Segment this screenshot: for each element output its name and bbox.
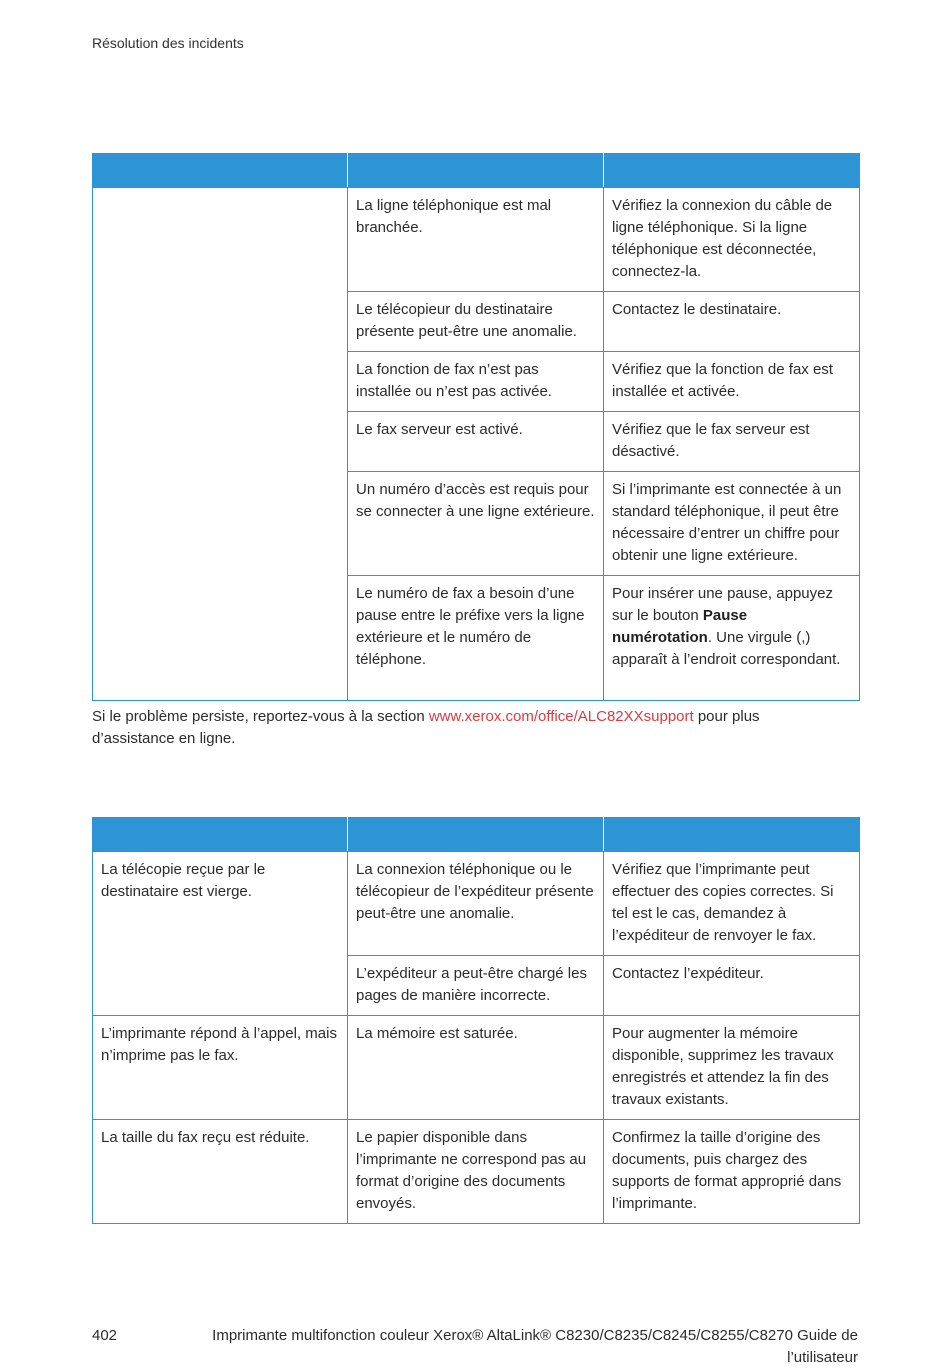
footer-title: Imprimante multifonction couleur Xerox® AltaLink® C8230/C8235/C8245/C8255/C8270 Guide de l’utilisateur (212, 1327, 858, 1366)
fax-receive-troubleshooting-table (92, 817, 860, 1224)
table-row (93, 188, 860, 292)
table-row (93, 852, 860, 956)
running-header: Résolution des incidents (92, 35, 244, 51)
cause-cell: La ligne téléphonique est mal branchée. (348, 188, 604, 292)
table-row (93, 1120, 860, 1224)
cause-cell: La mémoire est saturée. (348, 1016, 604, 1120)
solution-cell: Vérifiez que le fax serveur est désactivé. (604, 412, 860, 472)
note-text: pour plus d’assistance en ligne. (92, 708, 760, 747)
symptom-cell: La taille du fax reçu est réduite. (93, 1120, 348, 1224)
symptom-cell: La télécopie reçue par le destinataire est vierge. (93, 852, 348, 1016)
solution-cell: Contactez le destinataire. (604, 292, 860, 352)
support-note (92, 706, 812, 750)
header-cell-cause (348, 818, 604, 852)
cause-cell: La fonction de fax n’est pas installée ou n’est pas activée. (348, 352, 604, 412)
cause-cell: Le numéro de fax a besoin d’une pause entre le préfixe vers la ligne extérieure et le numéro de téléphone. (348, 576, 604, 701)
solution-cell: Vérifiez que l’imprimante peut effectuer des copies correctes. Si tel est le cas, demandez à l’expéditeur de renvoyer le fax. (604, 852, 860, 956)
header-cell-solution (604, 818, 860, 852)
solution-text: . Une virgule (,) apparaît à l’endroit correspondant. (612, 629, 841, 668)
symptom-cell (93, 188, 348, 701)
cause-cell: Un numéro d’accès est requis pour se connecter à une ligne extérieure. (348, 472, 604, 576)
pause-button-label: Pause numérotation (612, 607, 748, 646)
solution-cell: Si l’imprimante est connectée à un standard téléphonique, il peut être nécessaire d’entrer un chiffre pour obtenir une ligne extérieure. (604, 472, 860, 576)
solution-cell: Pour augmenter la mémoire disponible, supprimez les travaux enregistrés et attendez la fin des travaux existants. (604, 1016, 860, 1120)
note-text: Si le problème persiste, reportez-vous à la section (92, 708, 429, 725)
header-cell-cause (348, 154, 604, 188)
table-header-row (93, 818, 860, 852)
table-row (93, 1016, 860, 1120)
cause-cell: Le fax serveur est activé. (348, 412, 604, 472)
solution-cell: Vérifiez que la fonction de fax est installée et activée. (604, 352, 860, 412)
cause-cell: Le télécopieur du destinataire présente peut-être une anomalie. (348, 292, 604, 352)
symptom-cell: L’imprimante répond à l’appel, mais n’imprime pas le fax. (93, 1016, 348, 1120)
solution-text: Pour insérer une pause, appuyez sur le bouton (612, 585, 833, 624)
solution-cell: Confirmez la taille d’origine des documents, puis chargez des supports de format approprié dans l’imprimante. (604, 1120, 860, 1224)
cause-cell: La connexion téléphonique ou le télécopieur de l’expéditeur présente peut-être une anomalie. (348, 852, 604, 956)
support-link[interactable]: www.xerox.com/office/ALC82XXsupport (428, 708, 694, 725)
cause-cell: Le papier disponible dans l’imprimante ne correspond pas au format d’origine des documents envoyés. (348, 1120, 604, 1224)
page-number: 402 (92, 1327, 118, 1344)
header-cell-symptom (93, 818, 348, 852)
header-cell-solution (604, 154, 860, 188)
table-header-row (93, 154, 860, 188)
solution-cell (604, 576, 860, 701)
solution-cell: Vérifiez la connexion du câble de ligne téléphonique. Si la ligne téléphonique est déconnectée, connectez-la. (604, 188, 860, 292)
fax-send-troubleshooting-table (92, 153, 860, 701)
cause-cell: L’expéditeur a peut-être chargé les pages de manière incorrecte. (348, 956, 604, 1016)
header-cell-symptom (93, 154, 348, 188)
solution-cell: Contactez l’expéditeur. (604, 956, 860, 1016)
